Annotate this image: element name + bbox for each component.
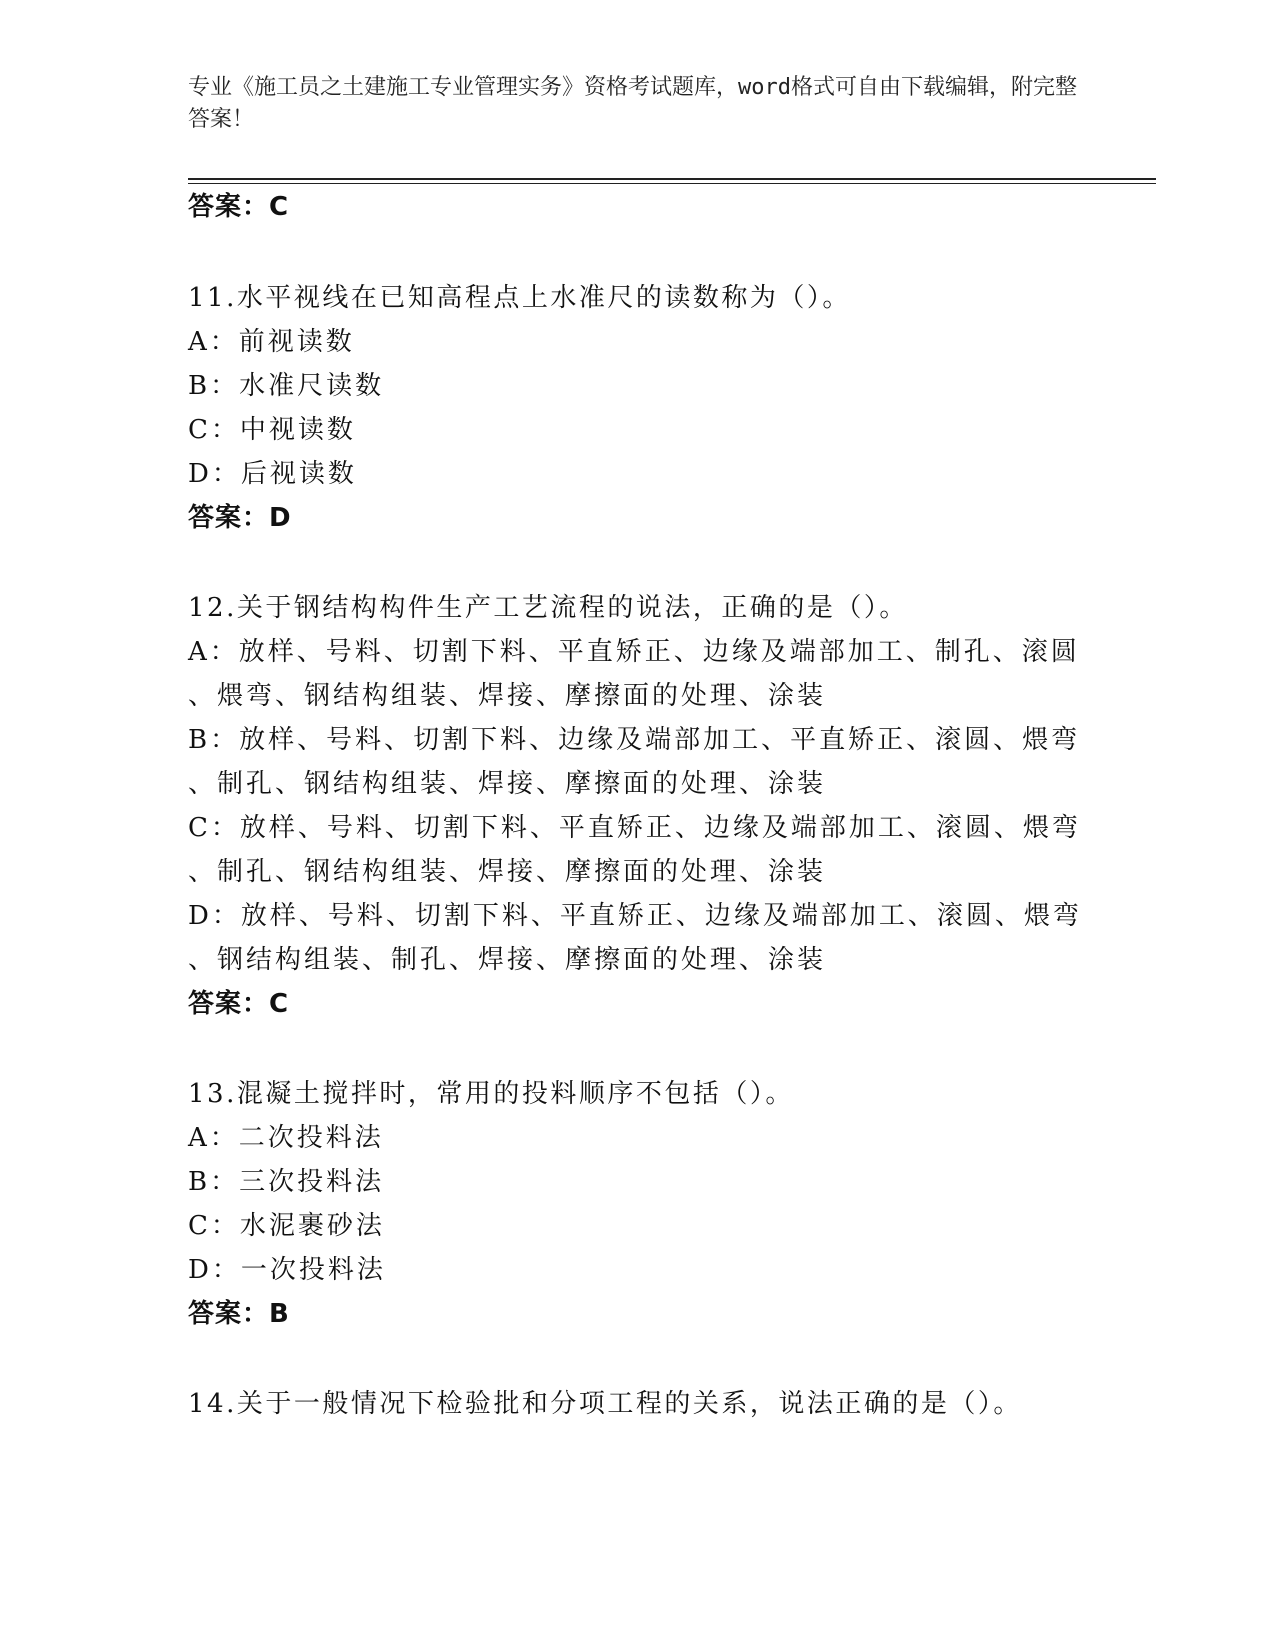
question-12-option-b: B：放样、号料、切割下料、边缘及端部加工、平直矫正、滚圆、煨弯 <box>188 725 1081 755</box>
question-12-option-d: D：放样、号料、切割下料、平直矫正、边缘及端部加工、滚圆、煨弯 <box>188 901 1082 931</box>
question-12-stem: 12.关于钢结构构件生产工艺流程的说法，正确的是（）。 <box>188 593 908 623</box>
question-12-option-a-cont: 、煨弯、钢结构组装、焊接、摩擦面的处理、涂装 <box>188 681 827 711</box>
question-11-option-a: A：前视读数 <box>188 327 355 357</box>
question-12-option-b-cont: 、制孔、钢结构组装、焊接、摩擦面的处理、涂装 <box>188 769 827 799</box>
question-13-option-d: D：一次投料法 <box>188 1255 386 1285</box>
question-13-option-b: B：三次投料法 <box>188 1167 385 1197</box>
answer-10: 答案：C <box>188 192 290 222</box>
answer-12: 答案：C <box>188 989 290 1019</box>
question-14-stem: 14.关于一般情况下检验批和分项工程的关系，说法正确的是（）。 <box>188 1389 1022 1419</box>
question-12-option-c-cont: 、制孔、钢结构组装、焊接、摩擦面的处理、涂装 <box>188 857 827 887</box>
answer-11: 答案：D <box>188 503 292 533</box>
question-13-option-c: C：水泥裹砂法 <box>188 1211 385 1241</box>
question-11-stem: 11.水平视线在已知高程点上水准尺的读数称为（）。 <box>188 283 851 313</box>
question-13-option-a: A：二次投料法 <box>188 1123 384 1153</box>
header-divider-thin <box>188 183 1156 184</box>
page-header: 专业《施工员之土建施工专业管理实务》资格考试题库，word格式可自由下载编辑，附完整答案！ <box>188 75 1077 132</box>
question-12-option-d-cont: 、钢结构组装、制孔、焊接、摩擦面的处理、涂装 <box>188 945 827 975</box>
question-12-option-a: A：放样、号料、切割下料、平直矫正、边缘及端部加工、制孔、滚圆 <box>188 637 1080 667</box>
header-divider <box>188 178 1156 180</box>
question-11-option-b: B：水准尺读数 <box>188 371 385 401</box>
question-11-option-d: D：后视读数 <box>188 459 357 489</box>
question-13-stem: 13.混凝土搅拌时，常用的投料顺序不包括（）。 <box>188 1079 794 1109</box>
question-11-option-c: C：中视读数 <box>188 415 356 445</box>
question-12-option-c: C：放样、号料、切割下料、平直矫正、边缘及端部加工、滚圆、煨弯 <box>188 813 1081 843</box>
answer-13: 答案：B <box>188 1299 290 1329</box>
